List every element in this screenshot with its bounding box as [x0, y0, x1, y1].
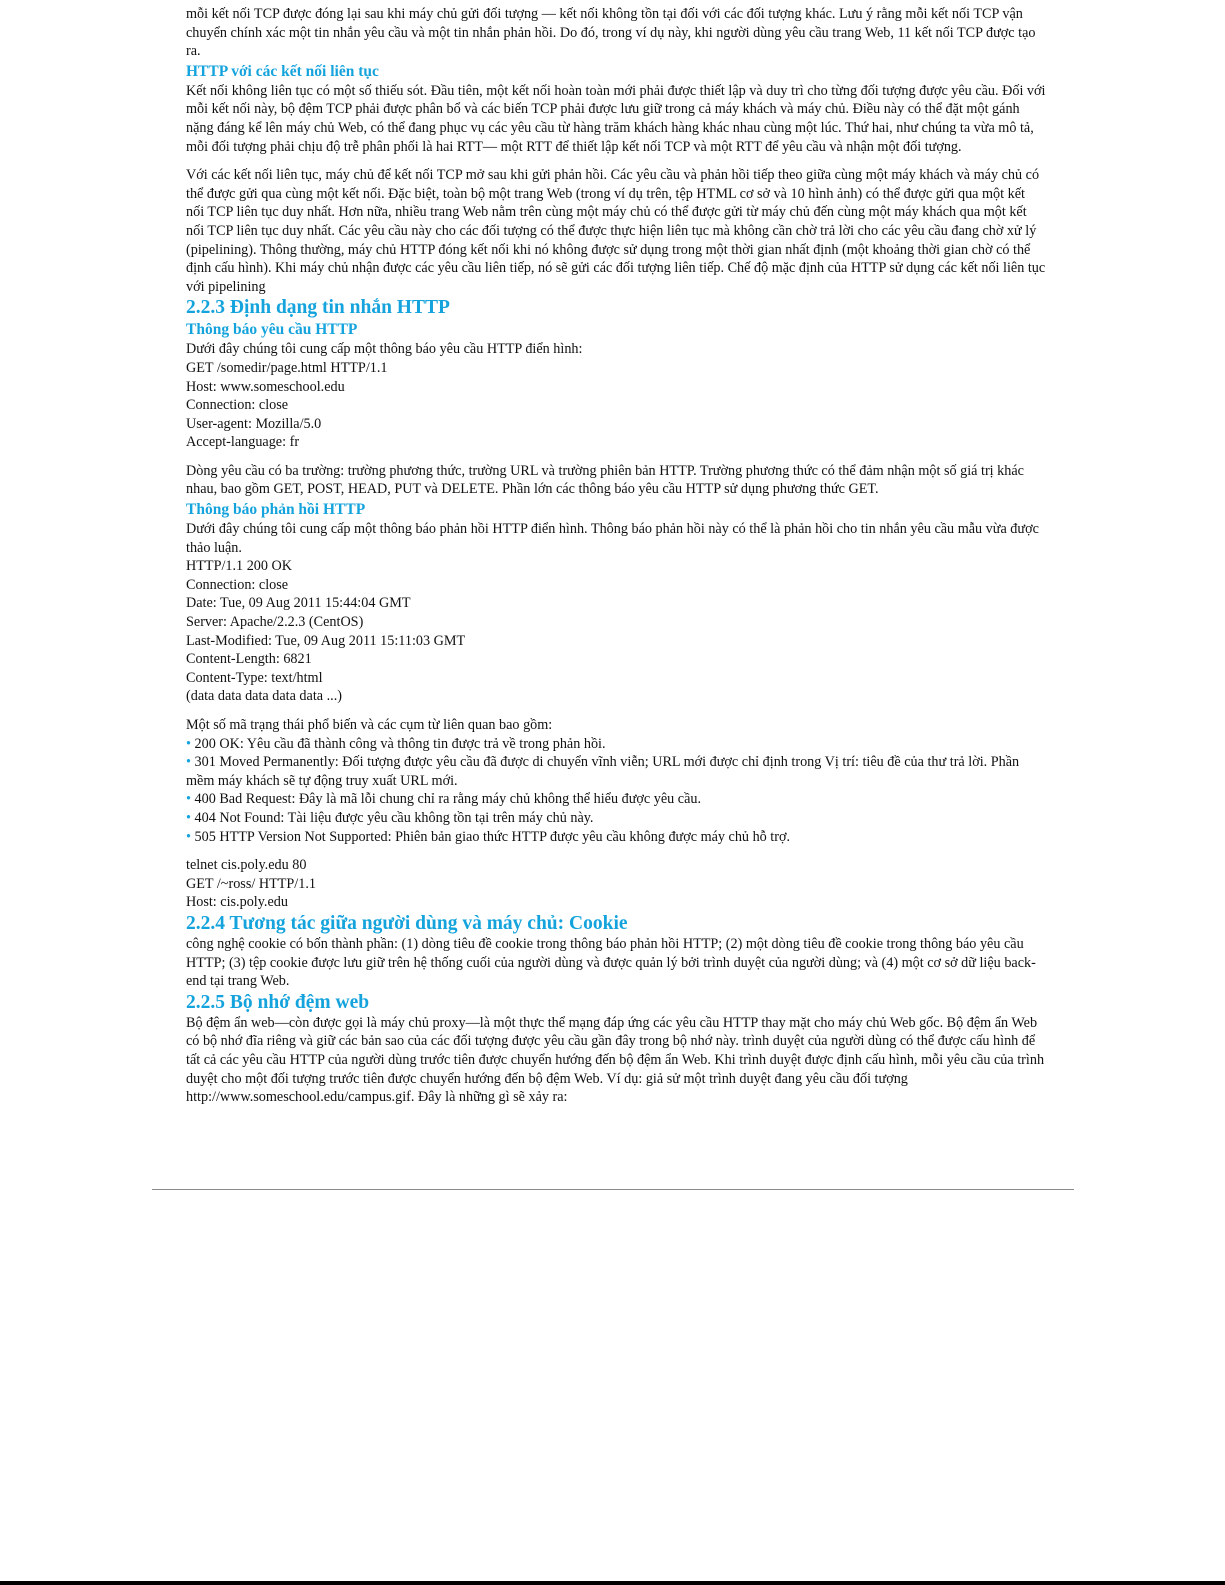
request-description: Dòng yêu cầu có ba trường: trường phương thức, trường URL và trường phiên bản HTTP. Trường phương thức có thể đảm nhận một số giá trị khác nhau, bao gồm GET, POST, HEAD, PUT và DELETE. Phần lớn các thông báo yêu cầu HTTP sử dụng phương thức GET. [186, 462, 1024, 498]
telnet-line: Host: cis.poly.edu [186, 894, 288, 911]
list-item [186, 809, 1046, 828]
request-line: GET /somedir/page.html HTTP/1.1 [186, 359, 388, 376]
intro-paragraph: mỗi kết nối TCP được đóng lại sau khi máy chủ gửi đối tượng — kết nối không tồn tại đối với các đối tượng khác. Lưu ý rằng mỗi kết nối TCP vận chuyển chính xác một tin nhắn yêu cầu và một tin nhắn phản hồi. Do đó, trong ví dụ này, khi người dùng yêu cầu trang Web, 11 kết nối TCP được tạo ra. [186, 6, 1036, 60]
list-item-text: 505 HTTP Version Not Supported: Phiên bản giao thức HTTP được yêu cầu không được máy chủ hỗ trợ. [194, 828, 791, 845]
section-heading-cookie: 2.2.4 Tương tác giữa người dùng và máy chủ: Cookie [186, 912, 628, 934]
request-line: Accept-language: fr [186, 434, 300, 451]
list-item-text: 301 Moved Permanently: Đối tượng được yêu cầu đã được di chuyển vĩnh viễn; URL mới được chỉ định trong Vị trí: tiêu đề của thư trả lời. Phần mềm máy khách sẽ tự động truy xuất URL mới. [186, 754, 1020, 789]
page-divider [152, 1189, 1074, 1190]
list-item-text: 400 Bad Request: Đây là mã lỗi chung chỉ ra rằng máy chủ không thể hiểu được yêu cầu. [194, 791, 702, 808]
bullet-icon: • [186, 809, 191, 826]
section-heading-message-format: 2.2.3 Định dạng tin nhắn HTTP [186, 297, 450, 319]
section-heading-web-cache: 2.2.5 Bộ nhớ đệm web [186, 991, 370, 1013]
response-line: Content-Length: 6821 [186, 651, 312, 668]
request-line: Host: www.someschool.edu [186, 378, 345, 395]
persistent-paragraph-2: Với các kết nối liên tục, máy chủ để kết nối TCP mở sau khi gửi phản hồi. Các yêu cầu và phản hồi tiếp theo giữa cùng một máy khách và máy chủ có thể được gửi qua cùng một kết nối. Đặc biệt, toàn bộ một trang Web (trong ví dụ trên, tệp HTML cơ sở và 10 hình ảnh) có thể được gửi qua một kết nối TCP liên tục duy nhất. Hơn nữa, nhiều trang Web nằm trên cùng một máy chủ có thể được gửi từ máy chủ đến cùng một máy khách qua một kết nối TCP liên tục duy nhất. Các yêu cầu này cho các đối tượng có thể được thực hiện liên tục mà không cần chờ trả lời cho các yêu cầu đang chờ xử lý (pipelining). Thông thường, máy chủ HTTP đóng kết nối khi nó không được sử dụng trong một thời gian nhất định (một khoảng thời gian chờ có thể định cấu hình). Khi máy chủ nhận được các yêu cầu liên tiếp, nó sẽ gửi các đối tượng liên tiếp. Chế độ mặc định của HTTP sử dụng các kết nối liên tục với pipelining [186, 167, 1046, 295]
bullet-icon: • [186, 828, 191, 845]
cache-paragraph: Bộ đệm ẩn web—còn được gọi là máy chủ proxy—là một thực thể mạng đáp ứng các yêu cầu HTTP thay mặt cho máy chủ Web gốc. Bộ đệm ẩn Web có bộ nhớ đĩa riêng và giữ các bản sao của các đối tượng được yêu cầu gần đây trong bộ nhớ này. trình duyệt của người dùng có thể được cấu hình để tất cả các yêu cầu HTTP của người dùng trước tiên được chuyển hướng đến bộ đệm ẩn Web. Khi trình duyệt được định cấu hình, mỗi yêu cầu của trình duyệt cho một đối tượng trước tiên được chuyển hướng đến bộ đệm Web. Ví dụ: giả sử một trình duyệt đang yêu cầu đối tượng http://www.someschool.edu/campus.gif. Đây là những gì sẽ xảy ra: [186, 1014, 1045, 1106]
status-code-list [186, 735, 1046, 847]
page-bottom-edge [0, 1581, 1225, 1585]
response-line: Content-Type: text/html [186, 669, 323, 686]
telnet-line: GET /~ross/ HTTP/1.1 [186, 875, 316, 892]
response-line: HTTP/1.1 200 OK [186, 558, 293, 575]
request-intro: Dưới đây chúng tôi cung cấp một thông báo yêu cầu HTTP điển hình: [186, 341, 583, 358]
list-item [186, 753, 1046, 790]
list-item [186, 790, 1046, 809]
bullet-icon: • [186, 735, 191, 752]
list-item-text: 404 Not Found: Tài liệu được yêu cầu không tồn tại trên máy chủ này. [194, 809, 594, 826]
response-line: Last-Modified: Tue, 09 Aug 2011 15:11:03 GMT [186, 632, 466, 649]
status-codes-intro: Một số mã trạng thái phổ biến và các cụm từ liên quan bao gồm: [186, 717, 553, 733]
bullet-icon: • [186, 754, 191, 771]
list-item [186, 735, 1046, 754]
telnet-example [186, 856, 1046, 912]
heading-persistent-connections: HTTP với các kết nối liên tục [186, 62, 379, 80]
persistent-paragraph-1: Kết nối không liên tục có một số thiếu sót. Đầu tiên, một kết nối hoàn toàn mới phải được thiết lập và duy trì cho từng đối tượng được yêu cầu. Đối với mỗi kết nối này, bộ đệm TCP phải được phân bổ và các biến TCP phải được lưu giữ trong cả máy khách và máy chủ. Điều này có thể đặt một gánh nặng đáng kể lên máy chủ Web, có thể đang phục vụ các yêu cầu từ hàng trăm khách hàng khác nhau cùng một lúc. Thứ hai, như chúng ta vừa mô tả, mỗi đối tượng phải chịu độ trễ phân phối là hai RTT— một RTT để thiết lập kết nối TCP và một RTT để yêu cầu và nhận một đối tượng. [186, 82, 1046, 155]
response-example [186, 557, 1046, 706]
request-example [186, 359, 1046, 452]
list-item [186, 828, 1046, 847]
bullet-icon: • [186, 791, 191, 808]
telnet-line: telnet cis.poly.edu 80 [186, 857, 307, 874]
response-line: Server: Apache/2.2.3 (CentOS) [186, 614, 364, 631]
request-line: User-agent: Mozilla/5.0 [186, 415, 322, 432]
response-line: Date: Tue, 09 Aug 2011 15:44:04 GMT [186, 595, 411, 612]
list-item-text: 200 OK: Yêu cầu đã thành công và thông tin được trả về trong phản hồi. [194, 735, 606, 752]
response-line: Connection: close [186, 576, 289, 593]
request-line: Connection: close [186, 397, 289, 414]
heading-request-message: Thông báo yêu cầu HTTP [186, 321, 358, 339]
response-line: (data data data data data ...) [186, 688, 342, 705]
document-body [186, 5, 1046, 1107]
response-intro: Dưới đây chúng tôi cung cấp một thông báo phản hồi HTTP điển hình. Thông báo phản hồi này có thể là phản hồi cho tin nhắn yêu cầu mẫu vừa được thảo luận. [186, 521, 1039, 556]
cookie-paragraph: công nghệ cookie có bốn thành phần: (1) dòng tiêu đề cookie trong thông báo phản hồi HTTP; (2) một dòng tiêu đề cookie trong thông báo yêu cầu HTTP; (3) tệp cookie được lưu giữ trên hệ thống cuối của người dùng và được quản lý bởi trình duyệt của người dùng; và (4) một cơ sở dữ liệu back-end tại trang Web. [186, 935, 1036, 990]
heading-response-message: Thông báo phản hồi HTTP [186, 501, 366, 519]
